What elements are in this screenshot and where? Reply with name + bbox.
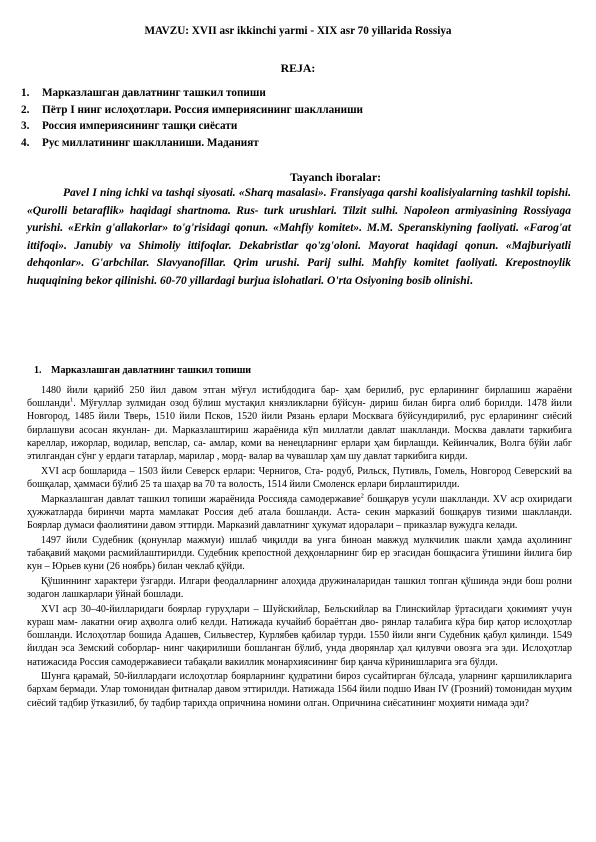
section-heading — [34, 365, 251, 376]
paragraph-text-cont: бошқарув усули шаклланди. XV аср охиридаги ҳужжатларда биринчи марта мамлакат Россия деб атала бошланди. Аста- секин марказий бошқарув тизими шаклланди. Боярлар думаси фаолиятини давом эттирди. Марказий давлатнинг ҳукумат идоралари – приказлар вужудга келади. — [27, 493, 572, 532]
plan-item — [21, 118, 363, 135]
body-paragraph — [27, 575, 572, 601]
paragraph-text: XVI аср 30–40-йилларидаги боярлар гуруҳлари – Шуйскийлар, Бельскийлар ва Глинскийлар ўртасидаги ҳокимият учун кураш мам- лакатни оғир аҳволга олиб келди. Натижада кучайиб бораётган дво- рянлар талабига кўра бир қатор ислоҳотлар бошланди. Ислоҳотлар бошида Адашев, Сильвестер, Курлябев қабилар турди. 1550 йили янги Судебник қабул қилинди. 1549 йилдан эса Земский соборлар- нинг чақирилиши бошланган бўлиб, унда дворянлар ҳал қилувчи овозга эга эди. Ислоҳотлар натижасида Россия самодержавиеси табақали вакиллик монархиясининг бир қанча кўринишларига эга бўлди. — [27, 603, 572, 668]
plan-item-text: Рус миллатининг шаклланиши. Маданият — [42, 136, 259, 149]
body-paragraph — [27, 493, 572, 533]
body-paragraph — [27, 670, 572, 710]
body-paragraph — [27, 603, 572, 669]
section-body — [27, 384, 572, 710]
key-terms-paragraph — [27, 185, 571, 290]
paragraph-text: XVI аср бошларида – 1503 йили Северск ерлари: Чернигов, Ста- родуб, Рильск, Путивль, Гомель, Новгород Северский ва бошқалар, ҳаммаси бўлиб 25 та шаҳар ва 70 та волость, 1514 йили Смоленск ерлари бирлаштирилди. — [27, 465, 572, 490]
footnote-ref: 1 — [70, 396, 74, 404]
plan-item-text: Пётр I нинг ислоҳотлари. Россия империясининг шаклланиши — [42, 103, 363, 116]
plan-item-text: Россия империясининг ташқи сиёсати — [42, 120, 238, 132]
document-title: MAVZU: XVII asr ikkinchi yarmi - XIX asr 70 yillarida Rossiya — [144, 25, 452, 37]
plan-item — [21, 102, 363, 119]
plan-item — [21, 85, 363, 102]
key-terms-text: Pavel I ning ichki va tashqi siyosati. «Sharq masalasi». Fransiyaga qarshi koalisiyalarning tashkil topishi. «Qurolli betaraflik» haqidagi shartnoma. Rus- turk urushlari. Tilzit sulhi. Napoleon armiyasining Rossiyaga yurishi. «Erkin g'allakorlar» to'g'risidagi qonun. «Mahfiy komitet». M.M. Speranskiyning faoliyati. «Farog'at ittifoqi». Janubiy va Shimoliy ittifoqlar. Dekabristlar qo'zg'oloni. Mayorat haqidagi qonun. «Majburiyatli dehqonlar». G'arbchilar. Slavyanofillar. Qrim urushi. Parij sulhi. Mahfiy komitet faoliyati. Krepostnoylik huquqining bekor qilinishi. 60-70 yillardagi burjua islohatlari. O'rta Osiyoning bosib olinishi — [27, 187, 571, 287]
plan-item-number: 2. — [21, 103, 30, 116]
footnote-ref: 2 — [360, 492, 364, 500]
body-paragraph — [27, 465, 572, 491]
key-terms-heading: Tayanch iboralar: — [290, 170, 381, 184]
plan-item — [21, 135, 363, 152]
section-number: 1. — [34, 365, 42, 376]
plan-item-number: 1. — [21, 87, 30, 99]
plan-list — [21, 85, 363, 151]
paragraph-text: Марказлашган давлат ташкил топиши жараёнида Россияда самодержавие — [41, 493, 361, 505]
plan-item-number: 4. — [21, 136, 30, 149]
section-title: Марказлашган давлатнинг ташкил топиши — [51, 365, 252, 376]
paragraph-text: Шунга қарамай, 50-йиллардаги ислоҳотлар боярларнинг қудратини бироз сусайтирган бўлсада, уларнинг қаршиликларига бархам бермади. Улар томонидан фитналар давом эттирилди. Натижада 1564 йили подшо Иван IV (Грозний) томонидан муҳим сиёсий тадбир ўтказилиб, бу тадбир тарихда опричнина номини олган. Опричнина сиёсатининг моҳияти нимада эди? — [27, 671, 572, 709]
body-paragraph — [27, 534, 572, 574]
plan-item-text: Марказлашган давлатнинг ташкил топиши — [42, 87, 266, 99]
key-terms-end: . — [469, 274, 473, 287]
paragraph-text: Қўшиннинг характери ўзгарди. Илгари феодалларнинг алоҳида дружиналаридан ташкил топган қўшинда энди бош ролни зодагон лашкарлари ўйнай бошлади. — [27, 575, 572, 601]
paragraph-text: 1497 йили Судебник (қонунлар мажмуи) ишлаб чиқилди ва унга биноан мавжуд мулкчилик шакли ҳамда аҳолининг табақавий мақоми расмийлаштирилди. Судебник крепостной деҳқонларнинг бир ер эгасидан бошқасига ўтишини йилига бир кун – Юрьев куни (26 ноябрь) билан чеклаб қўйди. — [27, 534, 572, 573]
plan-heading: REJA: — [280, 61, 316, 75]
paragraph-text: 1480 йили қарийб 250 йил давом этган мўғул истибдодига бар- ҳам берилиб, рус ерларининг бирлашиш жараёни бошланди — [27, 385, 572, 410]
body-paragraph — [27, 384, 572, 463]
plan-item-number: 3. — [21, 120, 30, 132]
paragraph-text-cont: . Мўғуллар зулмидан озод бўлиш мустақил князликларни бўйсун- дириш билан бирга олиб борилди. 1478 йили Новгород, 1485 йили Тверь, 1510 йили Псков, 1520 йили Рязань ерлари Москвага бўйсундирилиб, рус ерларининг сиёсий бирлашуви асосан якунлан- ди. Марказлаштириш жараёнида кўп миллатли давлат шаклланди. Москва давлати таркибига кареллар, ижорлар, водилар, вепслар, са- амлар, коми ва ненецларнинг ерлари ҳам бирлашди. Кейинчалик, Волга бўйи лабг этилгандан сўнг у ердаги татарлар, марилар , морд- валар ва чувашлар ҳам шу давлат таркибига кирди. — [27, 398, 572, 463]
